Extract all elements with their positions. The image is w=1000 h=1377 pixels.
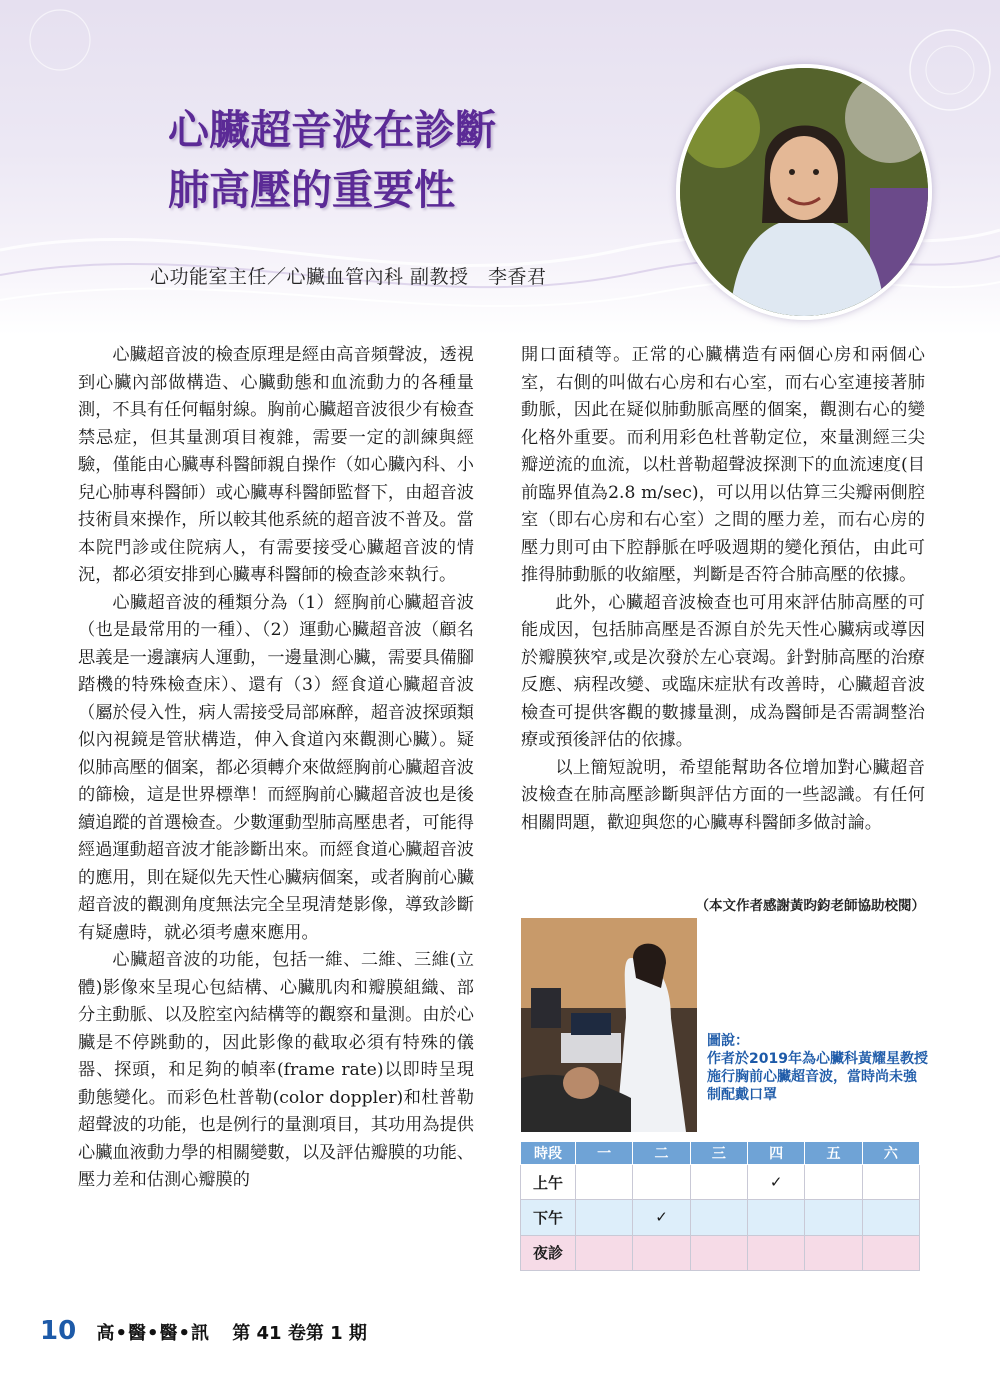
portrait-illustration	[680, 68, 928, 316]
article-title-line-2: 肺高壓的重要性	[168, 166, 455, 214]
author-portrait	[676, 64, 932, 320]
schedule-cell	[576, 1235, 633, 1270]
schedule-header-cell: 四	[747, 1142, 804, 1165]
schedule-row-label: 上午	[521, 1165, 576, 1200]
body-paragraph: 開口面積等。正常的心臟構造有兩個心房和兩個心室，右側的叫做右心房和右心室，而右心室連接著肺動脈，因此在疑似肺動脈高壓的個案，觀測右心的變化格外重要。而利用彩色杜普勒定位，來量測經三尖瓣逆流的血流，以杜普勒超聲波探測下的血流速度(目前臨界值為2.8 m/sec)，可以用以估算三尖瓣兩側腔室（即右心房和右心室）之間的壓力差，而右心房的壓力則可由下腔靜脈在呼吸週期的變化預估，由此可推得肺動脈的收縮壓，判斷是否符合肺高壓的依據。	[521, 345, 925, 585]
schedule-header-cell: 五	[805, 1142, 862, 1165]
schedule-header-cell: 一	[576, 1142, 633, 1165]
schedule-cell	[690, 1235, 747, 1270]
schedule-row-evening	[521, 1235, 920, 1270]
echocardiogram-photo	[521, 918, 697, 1132]
article-title	[168, 100, 496, 220]
figure-caption: 作者於2019年為心臟科黃耀星教授施行胸前心臟超音波，當時尚未強制配戴口罩	[707, 1051, 928, 1103]
schedule-row-label: 下午	[521, 1200, 576, 1235]
schedule-row-label: 夜診	[521, 1235, 576, 1270]
schedule-cell: ✓	[747, 1165, 804, 1200]
page-number: 10	[40, 1316, 77, 1346]
schedule-cell	[690, 1165, 747, 1200]
schedule-cell	[862, 1165, 919, 1200]
schedule-cell	[862, 1200, 919, 1235]
page-footer	[40, 1316, 367, 1346]
schedule-cell	[805, 1200, 862, 1235]
acknowledgement-note: （本文作者感謝黃昀鈞老師協助校閱）	[695, 898, 925, 914]
schedule-header-row	[521, 1142, 920, 1165]
body-paragraph: 心臟超音波的功能，包括一維、二維、三維(立體)影像來呈現心包結構、心臟肌肉和瓣膜組織、部分主動脈、以及腔室內結構等的觀察和量測。由於心臟是不停跳動的，因此影像的截取必須有特殊的儀器、探頭，和足夠的幀率(frame rate)以即時呈現動態變化。而彩色杜普勒(color doppler)和杜普勒超聲波的功能，也是例行的量測項目，其功用為提供心臟血液動力學的相關變數，以及評估瓣膜的功能、壓力差和估測心瓣膜的	[78, 950, 474, 1190]
schedule-cell: ✓	[633, 1200, 690, 1235]
photo-illustration	[521, 918, 697, 1132]
issue-label: 第 41 卷第 1 期	[232, 1323, 367, 1344]
schedule-header-cell: 三	[690, 1142, 747, 1165]
schedule-cell	[805, 1165, 862, 1200]
schedule-cell	[805, 1235, 862, 1270]
schedule-cell	[576, 1165, 633, 1200]
schedule-cell	[690, 1200, 747, 1235]
schedule-cell	[747, 1235, 804, 1270]
article-body-right-column	[521, 342, 925, 837]
article-title-line-1: 心臟超音波在診斷	[168, 106, 496, 154]
magazine-name: 高•醫•醫•訊	[96, 1323, 210, 1344]
article-body-left-column	[78, 342, 474, 1195]
clinic-schedule-table	[520, 1141, 920, 1271]
schedule-cell	[576, 1200, 633, 1235]
schedule-header-cell: 時段	[521, 1142, 576, 1165]
schedule-header-cell: 六	[862, 1142, 919, 1165]
author-byline: 心功能室主任／心臟血管內科 副教授 李香君	[150, 266, 547, 288]
body-paragraph: 心臟超音波的種類分為（1）經胸前心臟超音波（也是最常用的一種）、（2）運動心臟超音波（顧名思義是一邊讓病人運動，一邊量測心臟，需要具備腳踏機的特殊檢查床）、還有（3）經食道心臟超音波（屬於侵入性，病人需接受局部麻醉，超音波探頭類似內視鏡是管狀構造，伸入食道內來觀測心臟）。疑似肺高壓的個案，都必須轉介來做經胸前心臟超音波的篩檢，這是世界標準！而經胸前心臟超音波也是後續追蹤的首選檢查。少數運動型肺高壓患者，可能得經過運動超音波才能診斷出來。而經食道心臟超音波的應用，則在疑似先天性心臟病個案，或者胸前心臟超音波的觀測角度無法完全呈現清楚影像，導致診斷有疑慮時，就必須考慮來應用。	[78, 592, 474, 943]
schedule-header-cell: 二	[633, 1142, 690, 1165]
schedule-cell	[862, 1235, 919, 1270]
schedule-row-morning	[521, 1165, 920, 1200]
schedule-cell	[633, 1235, 690, 1270]
body-paragraph: 此外，心臟超音波檢查也可用來評估肺高壓的可能成因，包括肺高壓是否源自於先天性心臟病或導因於瓣膜狹窄,或是次發於左心衰竭。針對肺高壓的治療反應、病程改變、或臨床症狀有改善時，心臟超音波檢查可提供客觀的數據量測，成為醫師是否需調整治療或預後評估的依據。	[521, 592, 925, 750]
body-paragraph: 以上簡短說明，希望能幫助各位增加對心臟超音波檢查在肺高壓診斷與評估方面的一些認識。有任何相關問題，歡迎與您的心臟專科醫師多做討論。	[521, 757, 925, 833]
schedule-cell	[633, 1165, 690, 1200]
figure-caption-label: 圖說：	[707, 1033, 749, 1049]
schedule-row-afternoon	[521, 1200, 920, 1235]
schedule-cell	[747, 1200, 804, 1235]
body-paragraph: 心臟超音波的檢查原理是經由高音頻聲波，透視到心臟內部做構造、心臟動態和血流動力的各種量測，不具有任何輻射線。胸前心臟超音波很少有檢查禁忌症，但其量測項目複雜，需要一定的訓練與經驗，僅能由心臟專科醫師親自操作（如心臟內科、小兒心肺專科醫師）或心臟專科醫師監督下，由超音波技術員來操作，所以較其他系統的超音波不普及。當本院門診或住院病人，有需要接受心臟超音波的情況，都必須安排到心臟專科醫師的檢查診來執行。	[78, 345, 474, 585]
